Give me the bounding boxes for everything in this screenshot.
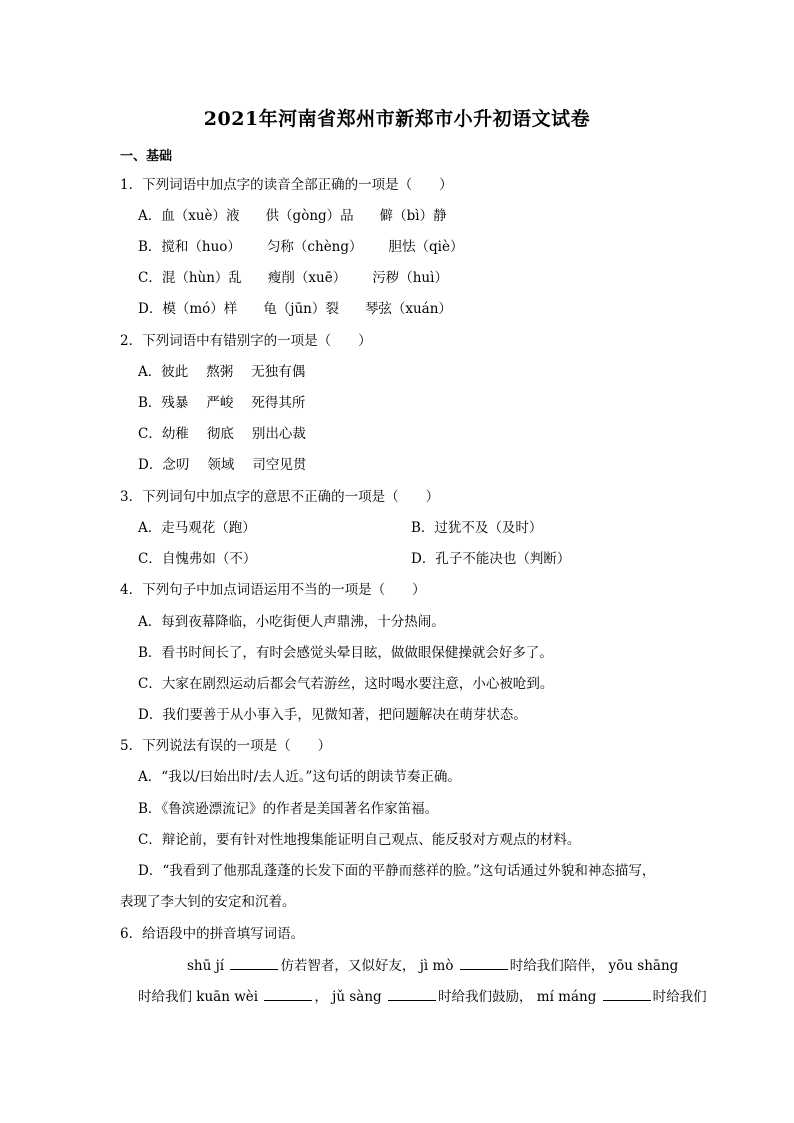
- question-5-option-a: A．“我以/曰始出时/去人近。”这句话的朗读节奏正确。: [138, 769, 461, 785]
- question-5-option-d: D．“我看到了他那乱蓬蓬的长发下面的平静而慈祥的脸。”这句话通过外貌和神态描写，: [138, 863, 656, 879]
- question-3-option-b: B．过犹不及（及时）: [411, 520, 543, 536]
- question-4-stem: 4．下列句子中加点词语运用不当的一项是（ ）: [120, 582, 426, 598]
- question-4-option-d: D．我们要善于从小事入手，见微知著，把问题解决在萌芽状态。: [138, 707, 527, 723]
- answer-blank[interactable]: [264, 988, 312, 1001]
- answer-blank[interactable]: [230, 957, 278, 970]
- page-title: 2021年河南省郑州市新郑市小升初语文试卷: [203, 108, 591, 130]
- pinyin: kuān wèi: [196, 989, 259, 1005]
- question-1-option-c: C．混（hùn）乱 瘦削（xuē） 污秽（huì）: [138, 270, 448, 286]
- answer-blank[interactable]: [388, 988, 436, 1001]
- question-3-stem: 3．下列词句中加点字的意思不正确的一项是（ ）: [120, 489, 440, 505]
- question-4-option-b: B．看书时间长了，有时会感觉头晕目眩，做做眼保健操就会好多了。: [138, 645, 553, 661]
- question-1-option-d: D．模（mó）样 龟（jūn）裂 琴弦（xuán）: [138, 301, 452, 317]
- question-4-option-a: A．每到夜幕降临，小吃街便人声鼎沸，十分热闹。: [138, 614, 445, 630]
- question-5-option-b: B．《鲁滨逊漂流记》的作者是美国著名作家笛福。: [138, 801, 439, 817]
- pinyin: shū jí: [187, 958, 225, 974]
- question-5-stem: 5．下列说法有误的一项是（ ）: [120, 738, 332, 754]
- question-6-passage-line-2: 时给我们 kuān wèi ， jǔ sàng 时给我们鼓励， mí máng 时给我们: [138, 989, 707, 1005]
- question-6-passage-line-1: shū jí 仿若智者，又似好友， jì mò 时给我们陪伴， yōu shāng: [187, 958, 679, 974]
- question-4-option-c: C．大家在剧烈运动后都会气若游丝，这时喝水要注意，小心被呛到。: [138, 676, 554, 692]
- question-3-option-c: C．自愧弗如（不）: [138, 551, 257, 567]
- pinyin: mí máng: [536, 989, 597, 1005]
- question-1-option-a: A．血（xuè）液 供（gòng）品 僻（bì）静: [138, 208, 447, 224]
- answer-blank[interactable]: [603, 988, 651, 1001]
- question-6-stem: 6．给语段中的拼音填写词语。: [120, 926, 305, 942]
- question-3-option-d: D．孔子不能决也（判断）: [411, 551, 571, 567]
- section-heading: 一、基础: [120, 149, 173, 164]
- answer-blank[interactable]: [460, 957, 508, 970]
- question-1-stem: 1．下列词语中加点字的读音全部正确的一项是（ ）: [120, 177, 453, 193]
- pinyin: jì mò: [419, 958, 454, 974]
- pinyin: yōu shāng: [608, 958, 679, 974]
- question-2-option-a: A．彼此 熬粥 无独有偶: [138, 364, 306, 380]
- question-2-option-b: B．残暴 严峻 死得其所: [138, 395, 306, 411]
- pinyin: jǔ sàng: [332, 989, 382, 1005]
- question-3-option-a: A．走马观花（跑）: [138, 520, 256, 536]
- question-2-option-d: D．念叨 领域 司空见贯: [138, 457, 307, 473]
- question-2-stem: 2．下列词语中有错别字的一项是（ ）: [120, 333, 372, 349]
- question-2-option-c: C．幼稚 彻底 别出心裁: [138, 426, 306, 442]
- question-5-option-c: C．辩论前，要有针对性地搜集能证明自己观点、能反驳对方观点的材料。: [138, 832, 581, 848]
- question-1-option-b: B．搅和（huo） 匀称（chèng） 胆怯（qiè）: [138, 239, 464, 255]
- question-5-option-d-continued: 表现了李大钊的安定和沉着。: [120, 894, 296, 910]
